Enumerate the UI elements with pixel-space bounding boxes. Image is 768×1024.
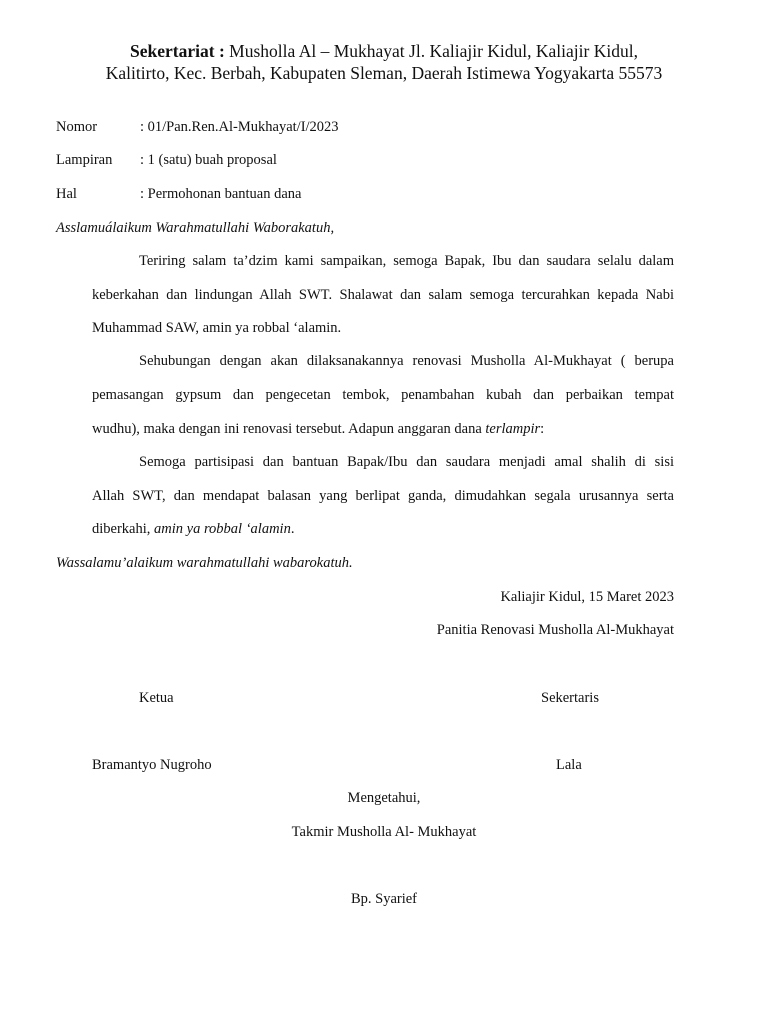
header-address-1: Musholla Al – Mukhayat Jl. Kaliajir Kidul, Kaliajir Kidul, <box>224 41 638 61</box>
secretary-name: Lala <box>556 757 582 773</box>
para2-line1: Sehubungan dengan akan dilaksanakannya renovasi Musholla Al-Mukhayat ( berupa <box>139 353 674 369</box>
header-line-1 <box>40 40 728 62</box>
meta-row-nomor <box>56 117 339 137</box>
para3-line3-period: . <box>290 521 295 537</box>
meta-value: : 01/Pan.Ren.Al-Mukhayat/I/2023 <box>140 119 339 135</box>
para3-line1: Semoga partisipasi dan bantuan Bapak/Ibu dan saudara menjadi amal shalih di sisi <box>139 454 674 470</box>
letter-header <box>40 40 728 84</box>
secretary-title: Sekertaris <box>541 690 599 706</box>
para2-line3-text: wudhu), maka dengan ini renovasi tersebut. Adapun anggaran dana <box>92 421 486 437</box>
meta-row-lampiran <box>56 150 277 170</box>
para2-line2: pemasangan gypsum dan pengecetan tembok, penambahan kubah dan perbaikan tempat <box>92 387 674 403</box>
meta-row-hal <box>56 184 301 204</box>
meta-label: Hal <box>56 186 77 202</box>
header-label: Sekertariat : <box>130 41 225 61</box>
para3-line3-text: diberkahi, <box>92 521 155 537</box>
para1-line1: Teriring salam ta’dzim kami sampaikan, semoga Bapak, Ibu dan saudara selalu dalam <box>139 253 674 269</box>
meta-label: Nomor <box>56 119 98 135</box>
acknowledge-label: Mengetahui, <box>347 790 421 806</box>
para1-line2: keberkahan dan lindungan Allah SWT. Shalawat dan salam semoga tercurahkan kepada Nabi <box>92 287 674 303</box>
closing: Wassalamu’alaikum warahmatullahi wabarokatuh. <box>56 555 353 571</box>
para1-line3: Muhammad SAW, amin ya robbal ‘alamin. <box>92 320 342 336</box>
letter-date: Kaliajir Kidul, 15 Maret 2023 <box>500 589 674 605</box>
greeting: Asslamuálaikum Warahmatullahi Waborakatuh, <box>56 220 335 236</box>
meta-value: : 1 (satu) buah proposal <box>140 152 277 168</box>
attachment-word: terlampir <box>485 421 541 437</box>
header-line-2: Kalitirto, Kec. Berbah, Kabupaten Sleman, Daerah Istimewa Yogyakarta 55573 <box>105 63 663 83</box>
chair-name: Bramantyo Nugroho <box>92 757 212 773</box>
para2-line3-colon: : <box>540 421 545 437</box>
para3-line2: Allah SWT, dan mendapat balasan yang berlipat ganda, dimudahkan segala urusannya serta <box>92 488 674 504</box>
committee-name: Panitia Renovasi Musholla Al-Mukhayat <box>436 622 674 638</box>
takmir-name: Bp. Syarief <box>350 891 418 907</box>
meta-label: Lampiran <box>56 152 113 168</box>
chair-title: Ketua <box>139 690 174 706</box>
takmir-label: Takmir Musholla Al- Mukhayat <box>291 824 477 840</box>
amin-phrase: amin ya robbal ‘alamin <box>154 521 291 537</box>
para2-line3 <box>92 419 544 439</box>
meta-value: : Permohonan bantuan dana <box>140 186 302 202</box>
para3-line3 <box>92 519 294 539</box>
